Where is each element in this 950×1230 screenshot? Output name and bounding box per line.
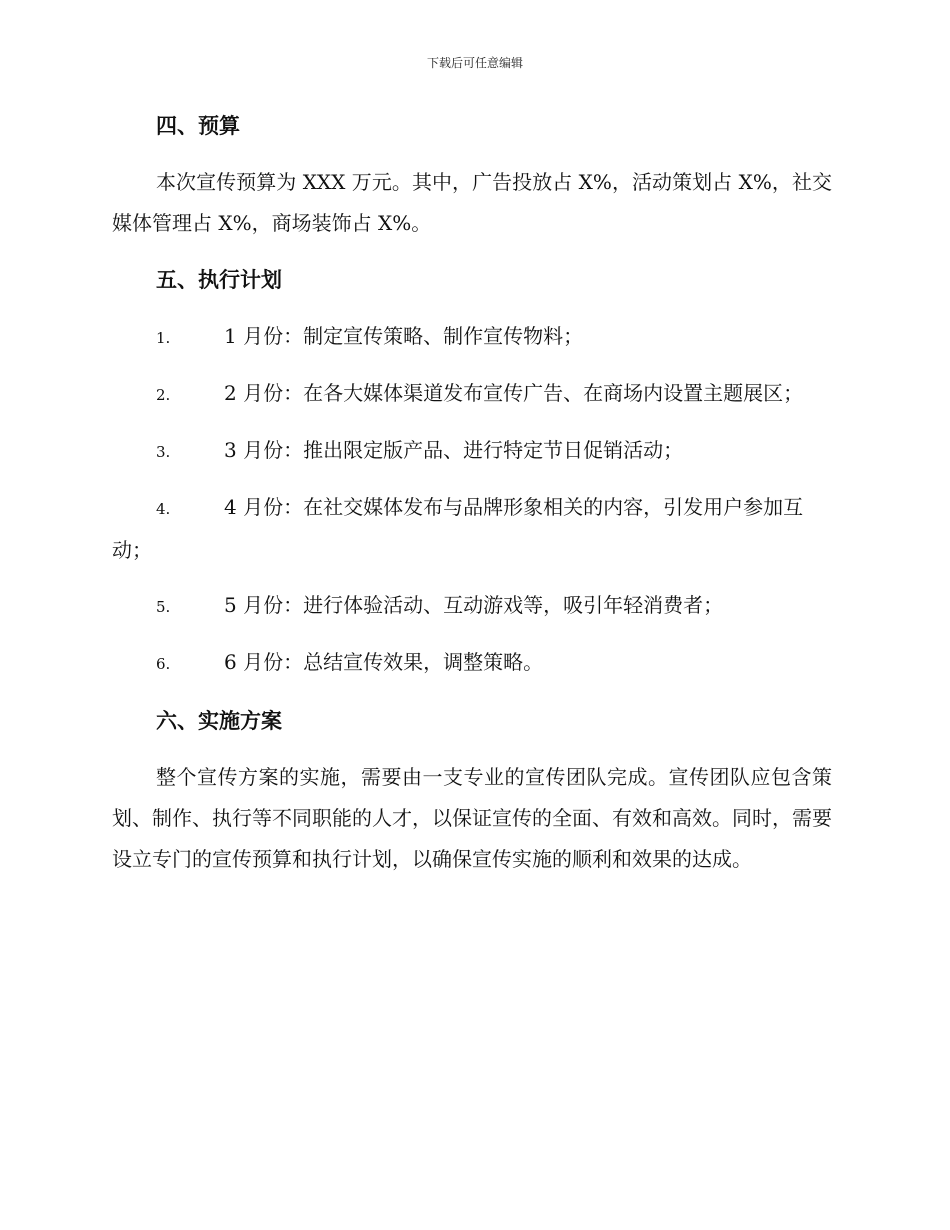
- header-note: 下载后可任意编辑: [426, 56, 523, 70]
- list-item-number: 6.: [156, 655, 171, 673]
- plan-list: [112, 316, 832, 685]
- budget-paragraph: 本次宣传预算为 XXX 万元。其中，广告投放占 X%，活动策划占 X%，社交媒体管理占 X%，商场装饰占 X%。: [112, 170, 832, 235]
- list-item-text: 1 月份：制定宣传策略、制作宣传物料；: [224, 324, 584, 348]
- list-item-text: 3 月份：推出限定版产品、进行特定节日促销活动；: [224, 438, 684, 462]
- implementation-heading: 六、实施方案: [156, 708, 282, 733]
- list-item-text: 4 月份：在社交媒体发布与品牌形象相关的内容，引发用户参加互动；: [112, 495, 804, 562]
- list-item: [112, 316, 832, 359]
- plan-heading: 五、执行计划: [156, 267, 282, 292]
- list-item-text: 6 月份：总结宣传效果，调整策略。: [224, 650, 544, 674]
- list-item: [112, 430, 832, 473]
- list-item: [112, 373, 832, 416]
- list-item: [112, 585, 832, 628]
- budget-heading: 四、预算: [156, 113, 240, 138]
- list-item-text: 2 月份：在各大媒体渠道发布宣传广告、在商场内设置主题展区；: [224, 381, 804, 405]
- list-item-number: 3.: [156, 443, 171, 461]
- list-item-number: 5.: [156, 598, 171, 616]
- list-item: [112, 642, 832, 685]
- implementation-paragraph: 整个宣传方案的实施，需要由一支专业的宣传团队完成。宣传团队应包含策划、制作、执行等不同职能的人才，以保证宣传的全面、有效和高效。同时，需要设立专门的宣传预算和执行计划，以确保宣传实施的顺利和效果的达成。: [112, 765, 832, 871]
- list-item: [112, 487, 832, 571]
- list-item-number: 2.: [156, 386, 171, 404]
- document-body: [112, 108, 832, 880]
- list-item-text: 5 月份：进行体验活动、互动游戏等，吸引年轻消费者；: [224, 593, 724, 617]
- list-item-number: 1.: [156, 329, 171, 347]
- list-item-number: 4.: [156, 500, 171, 518]
